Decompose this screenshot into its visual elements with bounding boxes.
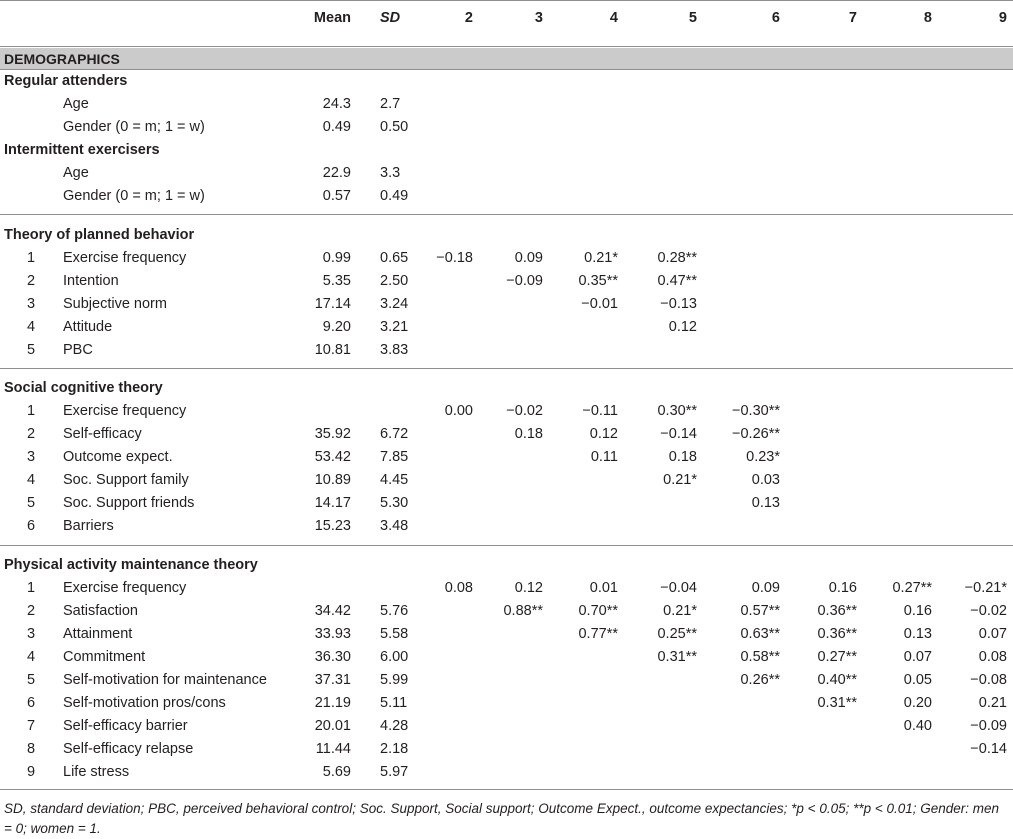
correlation-cell: 0.12 bbox=[668, 319, 697, 335]
correlation-cell: 0.77** bbox=[578, 626, 618, 642]
row-mean: 53.42 bbox=[314, 449, 351, 465]
row-index: 2 bbox=[26, 603, 36, 619]
table-row bbox=[0, 116, 1013, 139]
row-index: 5 bbox=[26, 342, 36, 358]
correlation-cell: 0.47** bbox=[657, 273, 697, 289]
row-label: Intention bbox=[63, 273, 119, 289]
row-sd: 3.48 bbox=[380, 518, 409, 534]
correlation-cell: 0.35** bbox=[578, 273, 618, 289]
row-index: 4 bbox=[26, 472, 36, 488]
correlation-cell: 0.27** bbox=[817, 649, 857, 665]
header-rule bbox=[0, 46, 1013, 47]
table-row bbox=[0, 469, 1013, 492]
row-sd: 4.45 bbox=[380, 472, 409, 488]
table-row bbox=[0, 185, 1013, 208]
top-rule bbox=[0, 0, 1013, 1]
correlation-cell: 0.18 bbox=[668, 449, 697, 465]
correlation-cell: 0.23* bbox=[746, 449, 780, 465]
correlation-cell: 0.88** bbox=[503, 603, 543, 619]
row-mean: 33.93 bbox=[314, 626, 351, 642]
row-label: Subjective norm bbox=[63, 296, 167, 312]
correlation-cell: 0.09 bbox=[514, 250, 543, 266]
correlation-cell: 0.28** bbox=[657, 250, 697, 266]
correlation-cell: 0.25** bbox=[657, 626, 697, 642]
header-col: 8 bbox=[923, 10, 932, 26]
correlation-cell: 0.36** bbox=[817, 603, 857, 619]
group-title bbox=[0, 139, 1013, 162]
row-mean: 10.89 bbox=[314, 472, 351, 488]
row-index: 3 bbox=[26, 626, 36, 642]
header-col: 7 bbox=[848, 10, 857, 26]
row-index: 4 bbox=[26, 319, 36, 335]
header-col: 2 bbox=[464, 10, 473, 26]
correlation-cell: 0.18 bbox=[514, 426, 543, 442]
row-sd: 0.65 bbox=[380, 250, 409, 266]
correlation-cell: 0.20 bbox=[903, 695, 932, 711]
header-col: 3 bbox=[534, 10, 543, 26]
section-title-text: Theory of planned behavior bbox=[4, 227, 195, 243]
correlation-cell: 0.27** bbox=[892, 580, 932, 596]
row-label: Self-motivation pros/cons bbox=[63, 695, 226, 711]
correlation-cell: 0.16 bbox=[903, 603, 932, 619]
row-mean: 14.17 bbox=[314, 495, 351, 511]
row-label: Soc. Support friends bbox=[63, 495, 195, 511]
correlation-cell: 0.07 bbox=[903, 649, 932, 665]
table-footnote: SD, standard deviation; PBC, perceived behavioral control; Soc. Support, Social support; Outcome Expect., outcome expectancies; *p < 0.05; **p < 0.01; Gender: men = 0; women = 1. bbox=[4, 801, 1000, 836]
correlation-cell: 0.08 bbox=[978, 649, 1007, 665]
correlation-cell: −0.04 bbox=[660, 580, 697, 596]
row-sd: 3.3 bbox=[380, 165, 401, 181]
correlation-cell: 0.21* bbox=[584, 250, 618, 266]
row-index: 2 bbox=[26, 273, 36, 289]
header-mean: Mean bbox=[313, 10, 351, 26]
row-sd: 2.50 bbox=[380, 273, 409, 289]
row-index: 1 bbox=[26, 250, 36, 266]
row-mean: 0.49 bbox=[322, 119, 351, 135]
row-label: Gender (0 = m; 1 = w) bbox=[63, 119, 205, 135]
section-title-text: Physical activity maintenance theory bbox=[4, 557, 258, 573]
header-row bbox=[0, 7, 1013, 30]
row-sd: 2.18 bbox=[380, 741, 409, 757]
row-label: Satisfaction bbox=[63, 603, 138, 619]
row-sd: 0.49 bbox=[380, 188, 409, 204]
table-row bbox=[0, 162, 1013, 185]
correlation-cell: −0.18 bbox=[436, 250, 473, 266]
correlation-cell: 0.01 bbox=[589, 580, 618, 596]
row-label: Self-efficacy relapse bbox=[63, 741, 194, 757]
correlation-cell: 0.26** bbox=[740, 672, 780, 688]
table-row bbox=[0, 646, 1013, 669]
table-row bbox=[0, 515, 1013, 538]
row-index: 1 bbox=[26, 403, 36, 419]
table-row bbox=[0, 93, 1013, 116]
row-index: 4 bbox=[26, 649, 36, 665]
row-mean: 20.01 bbox=[314, 718, 351, 734]
correlation-cell: −0.08 bbox=[970, 672, 1007, 688]
table-row bbox=[0, 492, 1013, 515]
row-sd: 5.11 bbox=[380, 695, 408, 711]
row-sd: 5.99 bbox=[380, 672, 409, 688]
row-mean: 21.19 bbox=[314, 695, 351, 711]
table-row bbox=[0, 623, 1013, 646]
row-mean: 0.57 bbox=[322, 188, 351, 204]
row-sd: 4.28 bbox=[380, 718, 409, 734]
correlation-cell: 0.30** bbox=[657, 403, 697, 419]
correlation-cell: 0.57** bbox=[740, 603, 780, 619]
correlation-cell: −0.14 bbox=[970, 741, 1007, 757]
table-row bbox=[0, 293, 1013, 316]
row-mean: 22.9 bbox=[322, 165, 351, 181]
row-sd: 7.85 bbox=[380, 449, 409, 465]
row-label: Age bbox=[63, 96, 89, 112]
row-label: Commitment bbox=[63, 649, 146, 665]
header-col: 9 bbox=[998, 10, 1007, 26]
correlation-cell: 0.21* bbox=[663, 603, 697, 619]
correlation-cell: −0.14 bbox=[660, 426, 697, 442]
section-rule bbox=[0, 545, 1013, 546]
correlation-cell: 0.08 bbox=[444, 580, 473, 596]
group-title-text: Intermittent exercisers bbox=[4, 142, 160, 158]
row-label: Life stress bbox=[63, 764, 130, 780]
row-sd: 5.30 bbox=[380, 495, 409, 511]
row-mean: 0.99 bbox=[322, 250, 351, 266]
correlation-cell: 0.31** bbox=[817, 695, 857, 711]
row-label: Self-efficacy bbox=[63, 426, 142, 442]
correlation-cell: −0.11 bbox=[582, 403, 618, 419]
row-sd: 5.97 bbox=[380, 764, 409, 780]
table-row bbox=[0, 446, 1013, 469]
correlation-cell: 0.00 bbox=[444, 403, 473, 419]
header-sd: SD bbox=[380, 10, 401, 26]
row-sd: 6.00 bbox=[380, 649, 409, 665]
row-mean: 5.69 bbox=[322, 764, 351, 780]
row-index: 9 bbox=[26, 764, 36, 780]
row-index: 7 bbox=[26, 718, 36, 734]
row-index: 3 bbox=[26, 296, 36, 312]
group-title bbox=[0, 70, 1013, 93]
correlation-cell: 0.11 bbox=[590, 449, 618, 465]
row-sd: 2.7 bbox=[380, 96, 401, 112]
section-title bbox=[0, 554, 1013, 577]
row-label: Barriers bbox=[63, 518, 114, 534]
row-index: 5 bbox=[26, 495, 36, 511]
correlation-cell: 0.05 bbox=[903, 672, 932, 688]
table-row bbox=[0, 715, 1013, 738]
correlation-cell: 0.63** bbox=[740, 626, 780, 642]
section-title-text: Social cognitive theory bbox=[4, 380, 163, 396]
row-label: Age bbox=[63, 165, 89, 181]
row-mean: 36.30 bbox=[314, 649, 351, 665]
group-title-text: Regular attenders bbox=[4, 73, 128, 89]
row-label: PBC bbox=[63, 342, 93, 358]
section-title bbox=[0, 224, 1013, 247]
correlation-cell: 0.36** bbox=[817, 626, 857, 642]
bottom-rule bbox=[0, 789, 1013, 790]
table-row bbox=[0, 577, 1013, 600]
header-col: 6 bbox=[771, 10, 780, 26]
row-sd: 3.24 bbox=[380, 296, 409, 312]
row-index: 2 bbox=[26, 426, 36, 442]
table-row bbox=[0, 400, 1013, 423]
table-row bbox=[0, 600, 1013, 623]
row-label: Self-motivation for maintenance bbox=[63, 672, 267, 688]
correlation-cell: 0.21 bbox=[978, 695, 1007, 711]
correlation-cell: −0.13 bbox=[660, 296, 697, 312]
row-mean: 11.44 bbox=[315, 741, 351, 757]
correlation-cell: 0.70** bbox=[578, 603, 618, 619]
section-rule bbox=[0, 214, 1013, 215]
table-row bbox=[0, 669, 1013, 692]
row-label: Exercise frequency bbox=[63, 250, 187, 266]
row-mean: 37.31 bbox=[314, 672, 351, 688]
row-index: 3 bbox=[26, 449, 36, 465]
header-col: 5 bbox=[688, 10, 697, 26]
header-col: 4 bbox=[609, 10, 618, 26]
row-label: Outcome expect. bbox=[63, 449, 173, 465]
correlation-cell: 0.03 bbox=[751, 472, 780, 488]
table-row bbox=[0, 247, 1013, 270]
correlation-cell: −0.21* bbox=[964, 580, 1007, 596]
row-sd: 0.50 bbox=[380, 119, 409, 135]
row-label: Exercise frequency bbox=[63, 580, 187, 596]
row-label: Attainment bbox=[63, 626, 133, 642]
row-sd: 3.83 bbox=[380, 342, 409, 358]
correlation-cell: 0.07 bbox=[978, 626, 1007, 642]
row-index: 1 bbox=[26, 580, 36, 596]
correlation-cell: 0.12 bbox=[514, 580, 543, 596]
row-mean: 24.3 bbox=[322, 96, 351, 112]
row-mean: 34.42 bbox=[314, 603, 351, 619]
correlation-cell: 0.40** bbox=[817, 672, 857, 688]
correlation-cell: 0.31** bbox=[657, 649, 697, 665]
correlation-cell: 0.13 bbox=[903, 626, 932, 642]
row-index: 6 bbox=[26, 695, 36, 711]
row-sd: 5.58 bbox=[380, 626, 409, 642]
correlation-cell: 0.13 bbox=[751, 495, 780, 511]
table-row bbox=[0, 270, 1013, 293]
correlation-cell: −0.01 bbox=[581, 296, 618, 312]
row-label: Exercise frequency bbox=[63, 403, 187, 419]
correlation-cell: −0.26** bbox=[732, 426, 780, 442]
correlation-cell: −0.09 bbox=[506, 273, 543, 289]
row-index: 5 bbox=[26, 672, 36, 688]
row-sd: 3.21 bbox=[380, 319, 409, 335]
table-row bbox=[0, 316, 1013, 339]
section-title bbox=[0, 377, 1013, 400]
demographics-band: DEMOGRAPHICS bbox=[0, 48, 1013, 69]
row-index: 8 bbox=[26, 741, 36, 757]
correlation-cell: 0.58** bbox=[740, 649, 780, 665]
row-mean: 35.92 bbox=[314, 426, 351, 442]
row-label: Self-efficacy barrier bbox=[63, 718, 188, 734]
row-mean: 5.35 bbox=[322, 273, 351, 289]
row-mean: 9.20 bbox=[322, 319, 351, 335]
row-sd: 5.76 bbox=[380, 603, 409, 619]
row-mean: 17.14 bbox=[314, 296, 351, 312]
row-label: Attitude bbox=[63, 319, 113, 335]
table-row bbox=[0, 692, 1013, 715]
correlation-cell: −0.09 bbox=[970, 718, 1007, 734]
correlation-cell: 0.12 bbox=[589, 426, 618, 442]
correlation-cell: 0.40 bbox=[903, 718, 932, 734]
row-label: Soc. Support family bbox=[63, 472, 189, 488]
correlation-cell: 0.09 bbox=[751, 580, 780, 596]
correlation-cell: −0.30** bbox=[732, 403, 780, 419]
row-index: 6 bbox=[26, 518, 36, 534]
correlation-cell: −0.02 bbox=[506, 403, 543, 419]
row-label: Gender (0 = m; 1 = w) bbox=[63, 188, 205, 204]
table-row bbox=[0, 761, 1013, 784]
table-row bbox=[0, 738, 1013, 761]
table-row bbox=[0, 339, 1013, 362]
correlation-cell: 0.16 bbox=[828, 580, 857, 596]
correlation-cell: −0.02 bbox=[970, 603, 1007, 619]
correlation-cell: 0.21* bbox=[663, 472, 697, 488]
row-mean: 15.23 bbox=[314, 518, 351, 534]
section-rule bbox=[0, 368, 1013, 369]
row-mean: 10.81 bbox=[314, 342, 351, 358]
row-sd: 6.72 bbox=[380, 426, 409, 442]
table-row bbox=[0, 423, 1013, 446]
